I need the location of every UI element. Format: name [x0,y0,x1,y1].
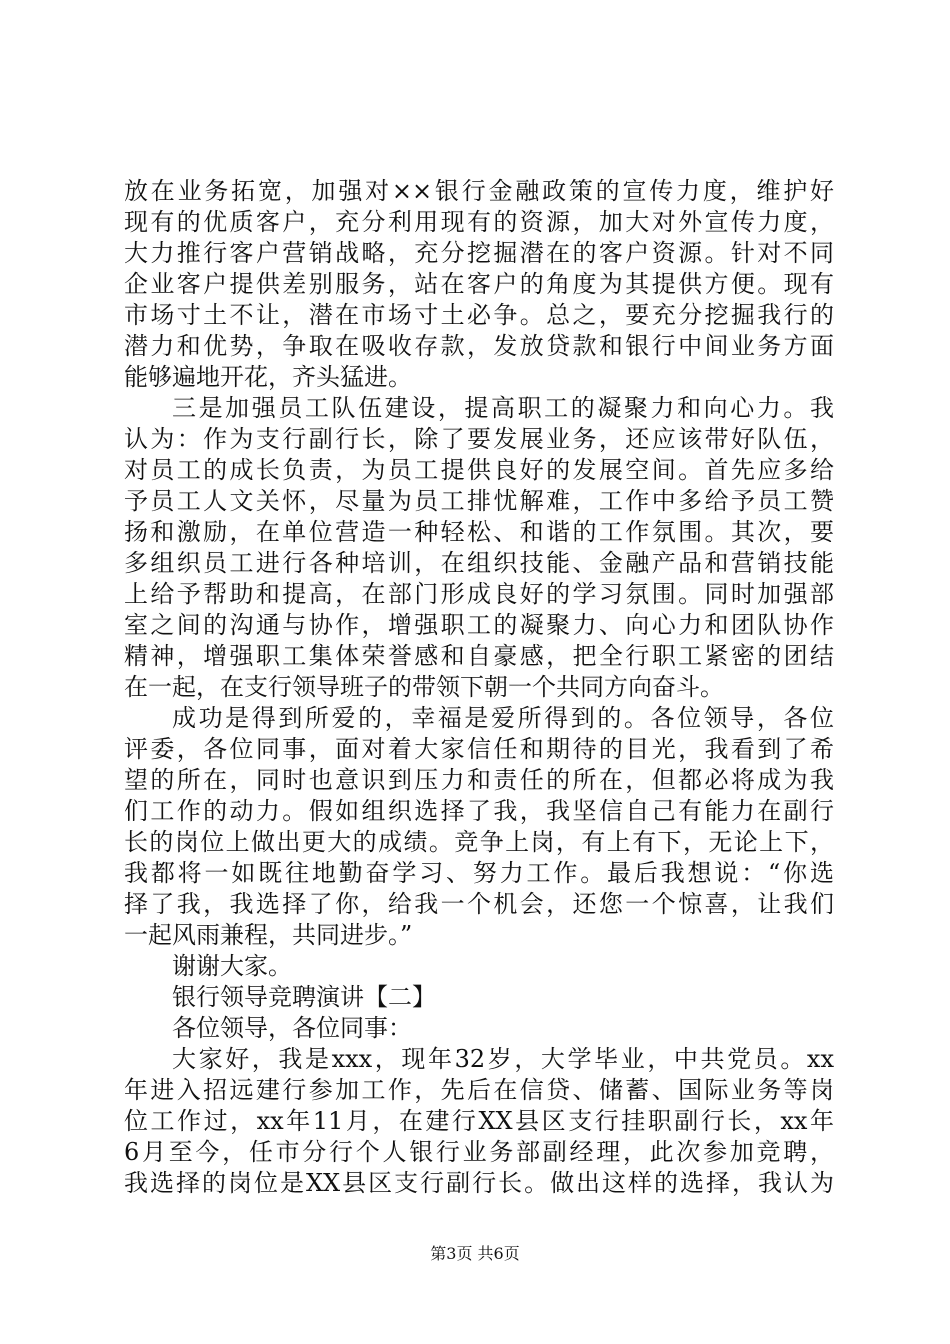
text-line: 放在业务拓宽，加强对××银行金融政策的宣传力度，维护好 [124,177,834,205]
text-line: 我都将一如既往地勤奋学习、努力工作。最后我想说：“你选 [124,859,834,887]
text-line: 各位领导，各位同事： [172,1014,412,1042]
text-line: 现有的优质客户，充分利用现有的资源，加大对外宣传力度， [124,208,834,236]
text-line: 位工作过，xx年11月，在建行XX县区支行挂职副行长，xx年 [124,1107,834,1135]
text-line: 室之间的沟通与协作，增强职工的凝聚力、向心力和团队协作 [124,611,834,639]
text-line: 一起风雨兼程，共同进步。” [124,921,413,949]
text-line: 评委，各位同事，面对着大家信任和期待的目光，我看到了希 [124,735,834,763]
text-line: 企业客户提供差别服务，站在客户的角度为其提供方便。现有 [124,270,834,298]
text-line: 望的所在，同时也意识到压力和责任的所在，但都必将成为我 [124,766,834,794]
text-line: 谢谢大家。 [172,952,292,980]
text-line: 扬和激励，在单位营造一种轻松、和谐的工作氛围。其次，要 [124,518,834,546]
text-line: 年进入招远建行参加工作，先后在信贷、储蓄、国际业务等岗 [124,1076,834,1104]
text-line: 对员工的成长负责，为员工提供良好的发展空间。首先应多给 [124,456,834,484]
text-line: 潜力和优势，争取在吸收存款，发放贷款和银行中间业务方面 [124,332,834,360]
text-line: 6月至今，任市分行个人银行业务部副经理，此次参加竞聘， [124,1138,834,1166]
text-line: 长的岗位上做出更大的成绩。竞争上岗，有上有下，无论上下， [124,828,834,856]
text-line: 大力推行客户营销战略，充分挖掘潜在的客户资源。针对不同 [124,239,834,267]
page-footer: 第3页 共6页 [430,1244,520,1263]
text-line: 银行领导竞聘演讲【二】 [172,983,436,1011]
text-line: 上给予帮助和提高，在部门形成良好的学习氛围。同时加强部 [124,580,834,608]
text-line: 我选择的岗位是XX县区支行副行长。做出这样的选择，我认为 [124,1169,834,1197]
text-line: 大家好，我是xxx，现年32岁，大学毕业，中共党员。xx [172,1045,834,1073]
text-line: 精神，增强职工集体荣誉感和自豪感，把全行职工紧密的团结 [124,642,834,670]
text-line: 能够遍地开花，齐头猛进。 [124,363,412,391]
text-line: 择了我，我选择了你，给我一个机会，还您一个惊喜，让我们 [124,890,834,918]
text-line: 在一起，在支行领导班子的带领下朝一个共同方向奋斗。 [124,673,724,701]
text-line: 予员工人文关怀，尽量为员工排忧解难，工作中多给予员工赞 [124,487,834,515]
text-line: 三是加强员工队伍建设，提高职工的凝聚力和向心力。我 [172,394,834,422]
text-line: 成功是得到所爱的，幸福是爱所得到的。各位领导，各位 [172,704,834,732]
text-line: 多组织员工进行各种培训，在组织技能、金融产品和营销技能 [124,549,834,577]
text-line: 市场寸土不让，潜在市场寸土必争。总之，要充分挖掘我行的 [124,301,834,329]
text-line: 认为：作为支行副行长，除了要发展业务，还应该带好队伍， [124,425,834,453]
document-body [124,176,834,1199]
text-line: 们工作的动力。假如组织选择了我，我坚信自己有能力在副行 [124,797,834,825]
